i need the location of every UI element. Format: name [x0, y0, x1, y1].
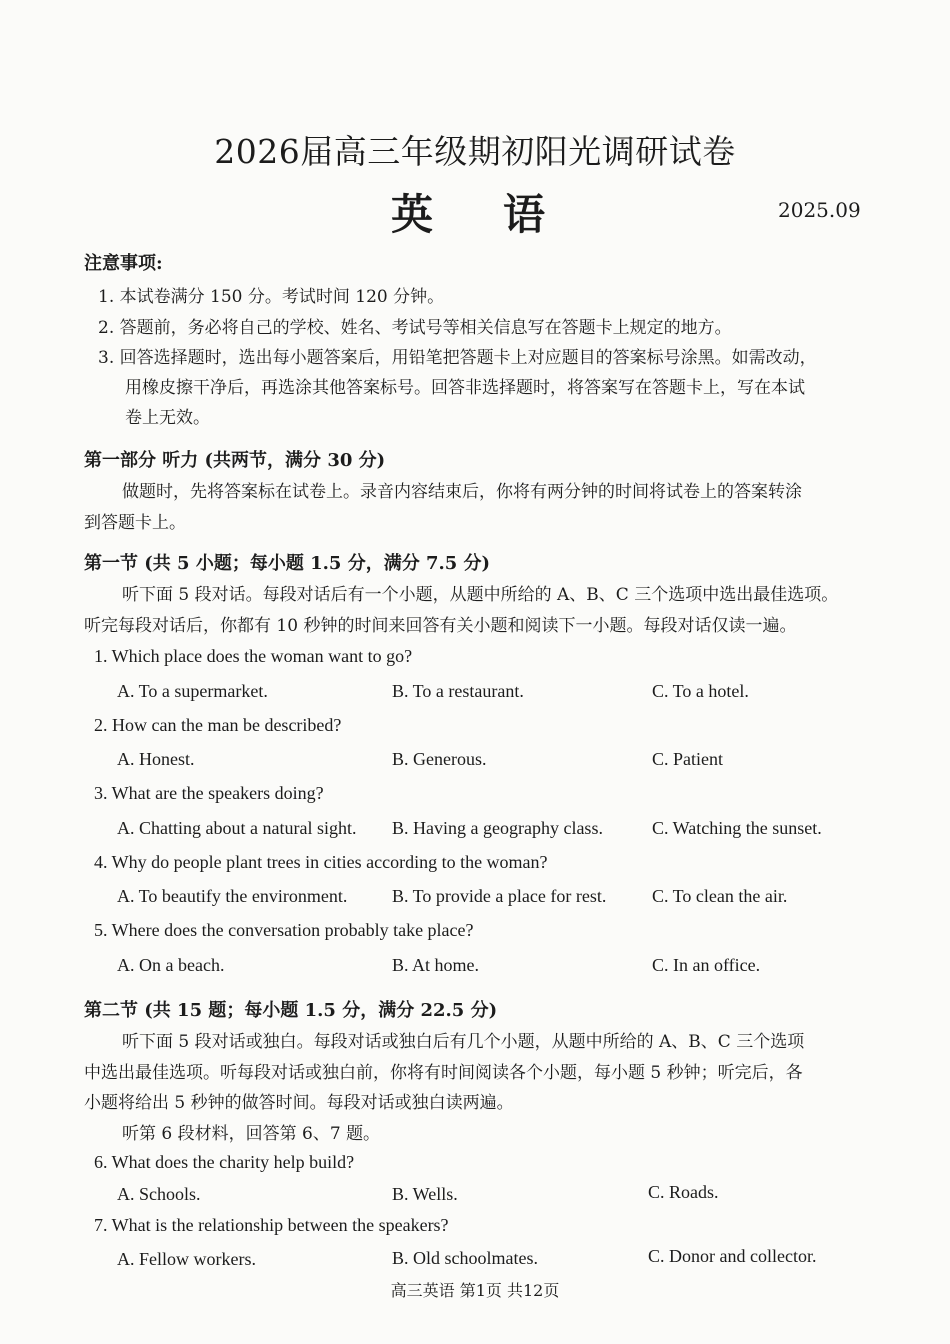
material-instruction: 听第 6 段材料，回答第 6、7 题。 — [122, 1124, 381, 1144]
option-c: C. Donor and collector. — [648, 1246, 817, 1266]
option-a: A. Chatting about a natural sight. — [117, 818, 357, 838]
section2-intro: 中选出最佳选项。听每段对话或独白前，你将有时间阅读各个小题，每小题 5 秒钟；听完后，各 — [84, 1063, 803, 1083]
option-b: B. To a restaurant. — [392, 681, 524, 701]
part1-heading: 第一部分 听力 (共两节，满分 30 分) — [84, 450, 386, 471]
notice-heading: 注意事项: — [84, 253, 163, 274]
notice-item: 1. 本试卷满分 150 分。考试时间 120 分钟。 — [98, 287, 445, 307]
page-footer: 高三英语 第1页 共12页 — [390, 1281, 560, 1300]
option-b: B. Old schoolmates. — [392, 1248, 538, 1268]
part1-intro: 到答题卡上。 — [84, 513, 186, 533]
option-b: B. Wells. — [392, 1184, 458, 1204]
section1-heading: 第一节 (共 5 小题；每小题 1.5 分，满分 7.5 分) — [84, 553, 491, 574]
option-a: A. To beautify the environment. — [117, 886, 348, 906]
option-a: A. Fellow workers. — [117, 1249, 256, 1269]
option-c: C. Watching the sunset. — [652, 818, 822, 838]
question-text: 5. Where does the conversation probably take place? — [94, 920, 474, 940]
question-text: 2. How can the man be described? — [94, 715, 342, 735]
option-c: C. Patient — [652, 749, 723, 769]
section1-intro: 听下面 5 段对话。每段对话后有一个小题，从题中所给的 A、B、C 三个选项中选出最佳选项。 — [122, 585, 839, 605]
option-b: B. To provide a place for rest. — [392, 886, 607, 906]
option-c: C. To a hotel. — [652, 681, 749, 701]
notice-item: 2. 答题前，务必将自己的学校、姓名、考试号等相关信息写在答题卡上规定的地方。 — [98, 318, 732, 338]
question-text: 7. What is the relationship between the speakers? — [94, 1215, 449, 1235]
notice-item: 3. 回答选择题时，选出每小题答案后，用铅笔把答题卡上对应题目的答案标号涂黑。如需改动， — [98, 348, 817, 368]
option-b: B. Having a geography class. — [392, 818, 603, 838]
option-a: A. On a beach. — [117, 955, 225, 975]
subject-title: 英语 — [390, 190, 615, 239]
section2-intro: 听下面 5 段对话或独白。每段对话或独白后有几个小题，从题中所给的 A、B、C 三个选项 — [122, 1032, 805, 1052]
option-b: B. Generous. — [392, 749, 487, 769]
option-a: A. To a supermarket. — [117, 681, 268, 701]
option-c: C. In an office. — [652, 955, 761, 975]
option-a: A. Honest. — [117, 749, 195, 769]
part1-intro: 做题时，先将答案标在试卷上。录音内容结束后，你将有两分钟的时间将试卷上的答案转涂 — [122, 482, 802, 502]
question-text: 1. Which place does the woman want to go? — [94, 646, 413, 666]
section2-intro: 小题将给出 5 秒钟的做答时间。每段对话或独白读两遍。 — [84, 1093, 514, 1113]
section1-intro: 听完每段对话后，你都有 10 秒钟的时间来回答有关小题和阅读下一小题。每段对话仅读一遍。 — [84, 616, 797, 636]
option-c: C. To clean the air. — [652, 886, 788, 906]
option-b: B. At home. — [392, 955, 480, 975]
question-text: 6. What does the charity help build? — [94, 1152, 355, 1172]
question-text: 4. Why do people plant trees in cities according to the woman? — [94, 852, 548, 872]
exam-date: 2025.09 — [778, 198, 861, 222]
notice-item: 卷上无效。 — [125, 408, 210, 428]
notice-item: 用橡皮擦干净后，再选涂其他答案标号。回答非选择题时，将答案写在答题卡上，写在本试 — [125, 378, 805, 398]
question-text: 3. What are the speakers doing? — [94, 783, 324, 803]
exam-title: 2026届高三年级期初阳光调研试卷 — [214, 132, 736, 171]
option-c: C. Roads. — [648, 1182, 719, 1202]
option-a: A. Schools. — [117, 1184, 201, 1204]
section2-heading: 第二节 (共 15 题；每小题 1.5 分，满分 22.5 分) — [84, 1000, 498, 1021]
